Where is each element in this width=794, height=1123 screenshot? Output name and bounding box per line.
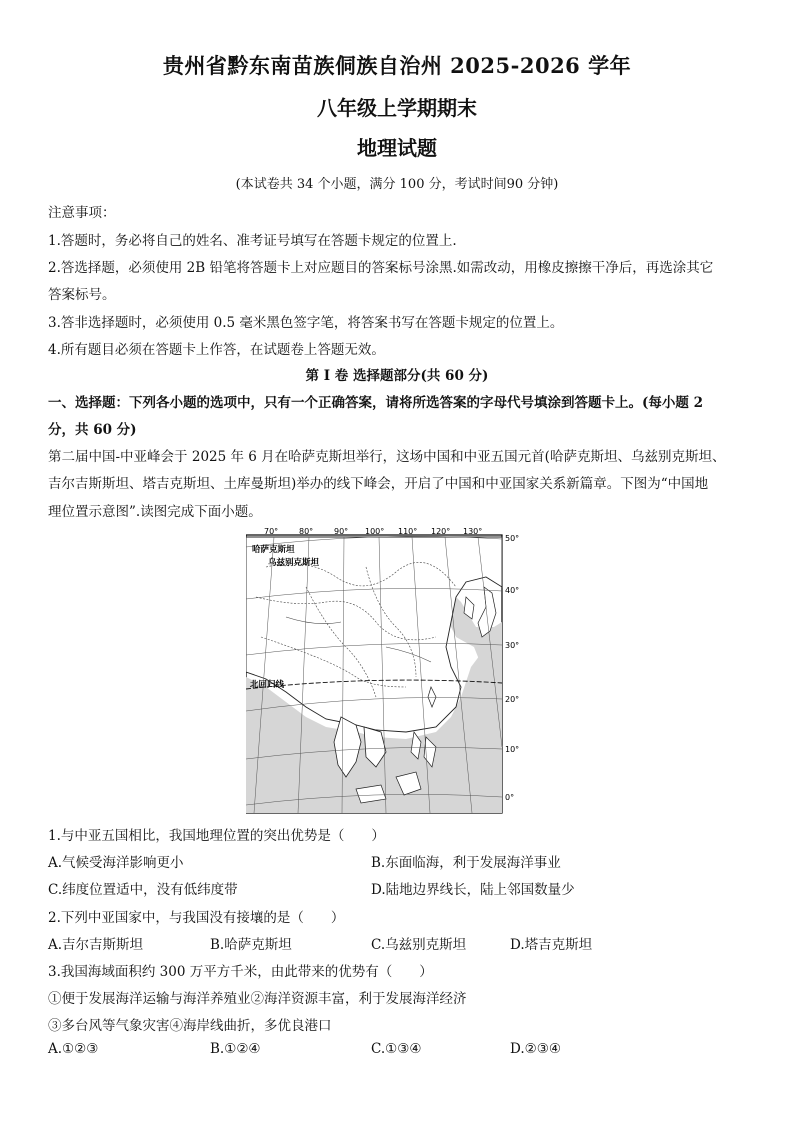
question-3-option-a: A.①②③ xyxy=(48,1041,99,1057)
map-label-tropic: 北回归线 xyxy=(250,680,285,690)
question-2-stem: 2.下列中亚国家中，与我国没有接壤的是（ ） xyxy=(48,910,345,926)
exam-title-region: 贵州省黔东南苗族侗族自治州 2025-2026 学年 xyxy=(162,53,632,78)
lon-label: 90° xyxy=(334,527,349,536)
question-1-option-b: B.东面临海，利于发展海洋事业 xyxy=(371,855,561,871)
question-2-option-b: B.哈萨克斯坦 xyxy=(210,937,292,953)
question-3-statement-2: ③多台风等气象灾害④海岸线曲折，多优良港口 xyxy=(48,1018,332,1034)
lat-label: 40° xyxy=(505,586,520,595)
lat-label: 0° xyxy=(505,793,515,802)
map-label-kazakhstan: 哈萨克斯坦 xyxy=(252,545,295,555)
lon-label: 130° xyxy=(463,527,483,536)
lon-label: 70° xyxy=(264,527,279,536)
question-2-option-d: D.塔吉克斯坦 xyxy=(510,937,593,953)
question-3-stem: 3.我国海域面积约 300 万平方千米，由此带来的优势有（ ） xyxy=(48,964,433,980)
notice-item-2: 2.答选择题，必须使用 2B 铅笔将答题卡上对应题目的答案标号涂黑.如需改动，用橡皮擦擦干净后，再选涂其它 xyxy=(48,260,714,276)
section-title: 第 I 卷 选择题部分(共 60 分) xyxy=(305,368,489,384)
exam-note: (本试卷共 34 个小题，满分 100 分，考试时间90 分钟) xyxy=(235,177,559,192)
passage-line-1: 第二届中国-中亚峰会于 2025 年 6 月在哈萨克斯坦举行，这场中国和中亚五国元首(哈萨克斯坦、乌兹别克斯坦、 xyxy=(48,449,726,465)
passage-line-3: 理位置示意图”.读图完成下面小题。 xyxy=(48,504,262,520)
lat-label: 50° xyxy=(505,534,520,543)
lon-label: 110° xyxy=(398,527,418,536)
exam-title-subject: 地理试题 xyxy=(357,136,437,160)
question-1-option-d: D.陆地边界线长，陆上邻国数量少 xyxy=(371,882,575,898)
question-2-option-c: C.乌兹别克斯坦 xyxy=(371,937,467,953)
notice-item-3: 3.答非选择题时，必须使用 0.5 毫米黑色签字笔，将答案书写在答题卡规定的位置上。 xyxy=(48,315,564,331)
notice-item-2-cont: 答案标号。 xyxy=(48,287,116,303)
lon-label: 100° xyxy=(365,527,385,536)
notice-item-4: 4.所有题目必须在答题卡上作答，在试题卷上答题无效。 xyxy=(48,342,385,358)
question-3-option-c: C.①③④ xyxy=(371,1041,422,1057)
section-instruction: 一、选择题：下列各小题的选项中，只有一个正确答案，请将所选答案的字母代号填涂到答题卡上。(每小题 2 xyxy=(48,395,703,411)
lon-label: 120° xyxy=(431,527,451,536)
china-location-map xyxy=(246,527,546,817)
question-1-stem: 1.与中亚五国相比，我国地理位置的突出优势是（ ） xyxy=(48,828,385,844)
lat-label: 30° xyxy=(505,641,520,650)
section-instruction-cont: 分，共 60 分) xyxy=(48,422,137,438)
question-3-option-d: D.②③④ xyxy=(510,1041,561,1057)
question-1-option-a: A.气候受海洋影响更小 xyxy=(48,855,184,871)
lon-label: 80° xyxy=(299,527,314,536)
lat-label: 10° xyxy=(505,745,520,754)
notice-heading: 注意事项： xyxy=(48,205,116,221)
exam-title-grade: 八年级上学期期末 xyxy=(317,96,477,120)
map-label-uzbekistan: 乌兹别克斯坦 xyxy=(268,558,320,568)
question-1-option-c: C.纬度位置适中，没有低纬度带 xyxy=(48,882,238,898)
lat-label: 20° xyxy=(505,695,520,704)
question-3-option-b: B.①②④ xyxy=(210,1041,261,1057)
question-3-statement-1: ①便于发展海洋运输与海洋养殖业②海洋资源丰富，利于发展海洋经济 xyxy=(48,991,467,1007)
passage-line-2: 吉尔吉斯斯坦、塔吉克斯坦、土库曼斯坦)举办的线下峰会，开启了中国和中亚国家关系新篇章。下图为“中国地 xyxy=(48,476,709,492)
question-2-option-a: A.吉尔吉斯斯坦 xyxy=(48,937,144,953)
notice-item-1: 1.答题时，务必将自己的姓名、准考证号填写在答题卡规定的位置上. xyxy=(48,233,457,249)
